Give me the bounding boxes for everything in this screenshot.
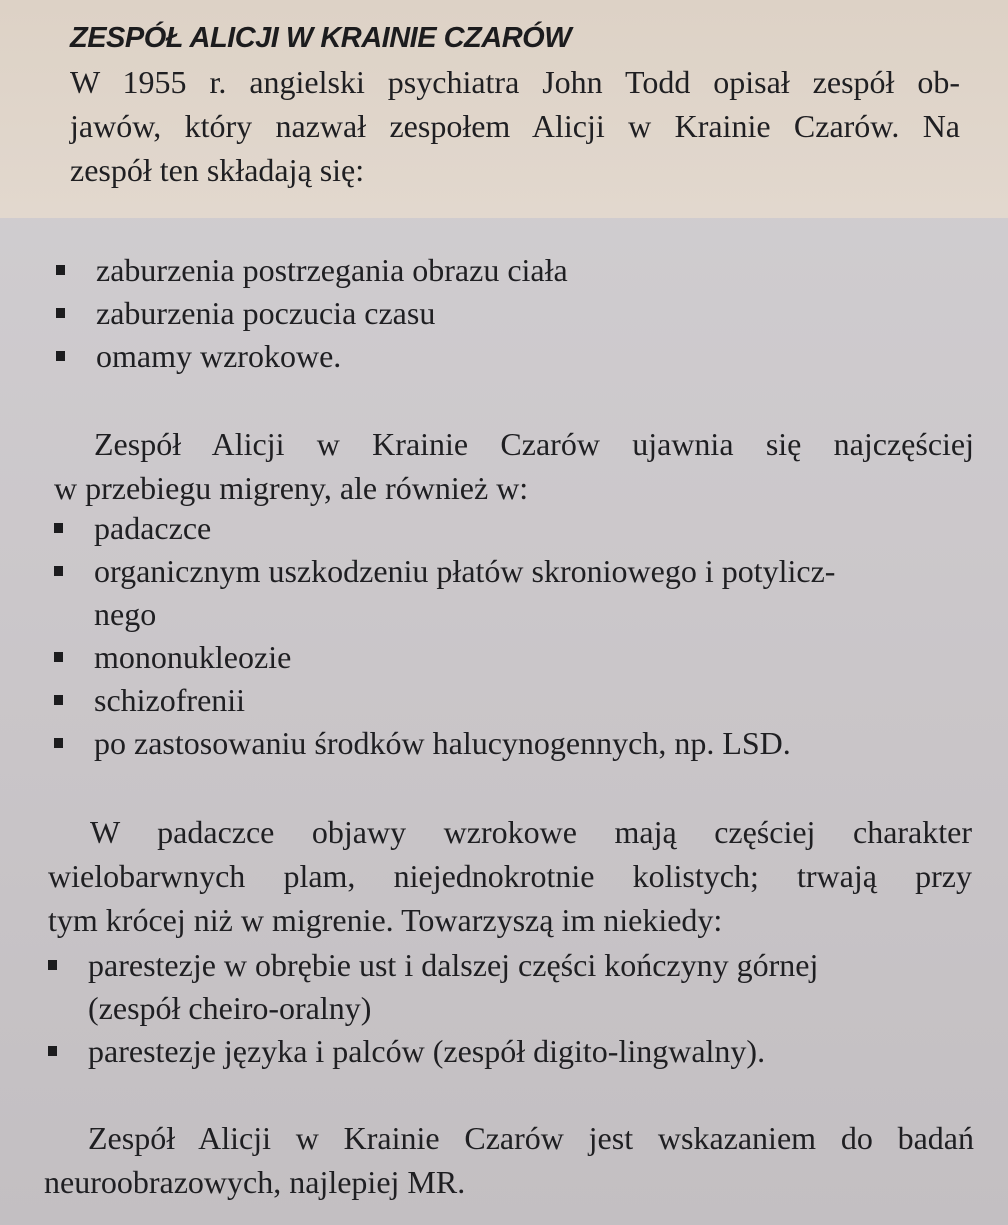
intro-line: zespół ten składają się:: [70, 152, 365, 188]
intro-line: W 1955 r. angielski psychiatra John Todd opisał zespół ob-: [70, 64, 960, 100]
list-item: parestezje języka i palców (zespół digito-lingwalny).: [48, 1030, 974, 1073]
square-bullet-icon: [48, 960, 57, 970]
paragraph-line: Zespół Alicji w Krainie Czarów jest wskazaniem do badań: [88, 1120, 974, 1156]
square-bullet-icon: [54, 652, 63, 662]
square-bullet-icon: [54, 695, 63, 705]
list-item: padaczce: [54, 507, 974, 550]
list-item: omamy wzrokowe.: [56, 335, 956, 378]
list-item: organicznym uszkodzeniu płatów skroniowego i potylicz- nego: [54, 550, 974, 636]
list-item: po zastosowaniu środków halucynogennych, np. LSD.: [54, 722, 974, 765]
list-item: parestezje w obrębie ust i dalszej części kończyny górnej (zespół cheiro-oralny): [48, 944, 974, 1030]
paragraph-line: tym krócej niż w migrenie. Towarzyszą im niekiedy:: [48, 902, 723, 938]
intro-paragraph: [70, 60, 960, 192]
paragraph-line: neuroobrazowych, najlepiej MR.: [44, 1164, 466, 1200]
square-bullet-icon: [54, 566, 63, 576]
square-bullet-icon: [56, 265, 65, 275]
paragraph-conclusion: [44, 1116, 974, 1204]
paragraph-line: w przebiegu migreny, ale również w:: [54, 470, 529, 506]
square-bullet-icon: [56, 308, 65, 318]
square-bullet-icon: [54, 738, 63, 748]
intro-line: jawów, który nazwał zespołem Alicji w Krainie Czarów. Na: [70, 108, 960, 144]
paragraph-line: wielobarwnych plam, niejednokrotnie kolistych; trwają przy: [48, 858, 972, 894]
list-item: schizofrenii: [54, 679, 974, 722]
conditions-list: [54, 507, 974, 765]
paragraph-migraine: [54, 422, 974, 510]
list-item: zaburzenia poczucia czasu: [56, 292, 956, 335]
list-item: mononukleozie: [54, 636, 974, 679]
paragraph-line: W padaczce objawy wzrokowe mają częściej charakter: [90, 814, 972, 850]
list-item: zaburzenia postrzegania obrazu ciała: [56, 249, 956, 292]
symptoms-list: [56, 249, 956, 378]
paresthesia-list: [48, 944, 974, 1073]
paragraph-line: Zespół Alicji w Krainie Czarów ujawnia się najczęściej: [94, 426, 974, 462]
square-bullet-icon: [56, 351, 65, 361]
square-bullet-icon: [54, 523, 63, 533]
section-title: ZESPÓŁ ALICJI W KRAINIE CZARÓW: [70, 22, 572, 54]
square-bullet-icon: [48, 1046, 57, 1056]
paragraph-epilepsy: [48, 810, 972, 942]
